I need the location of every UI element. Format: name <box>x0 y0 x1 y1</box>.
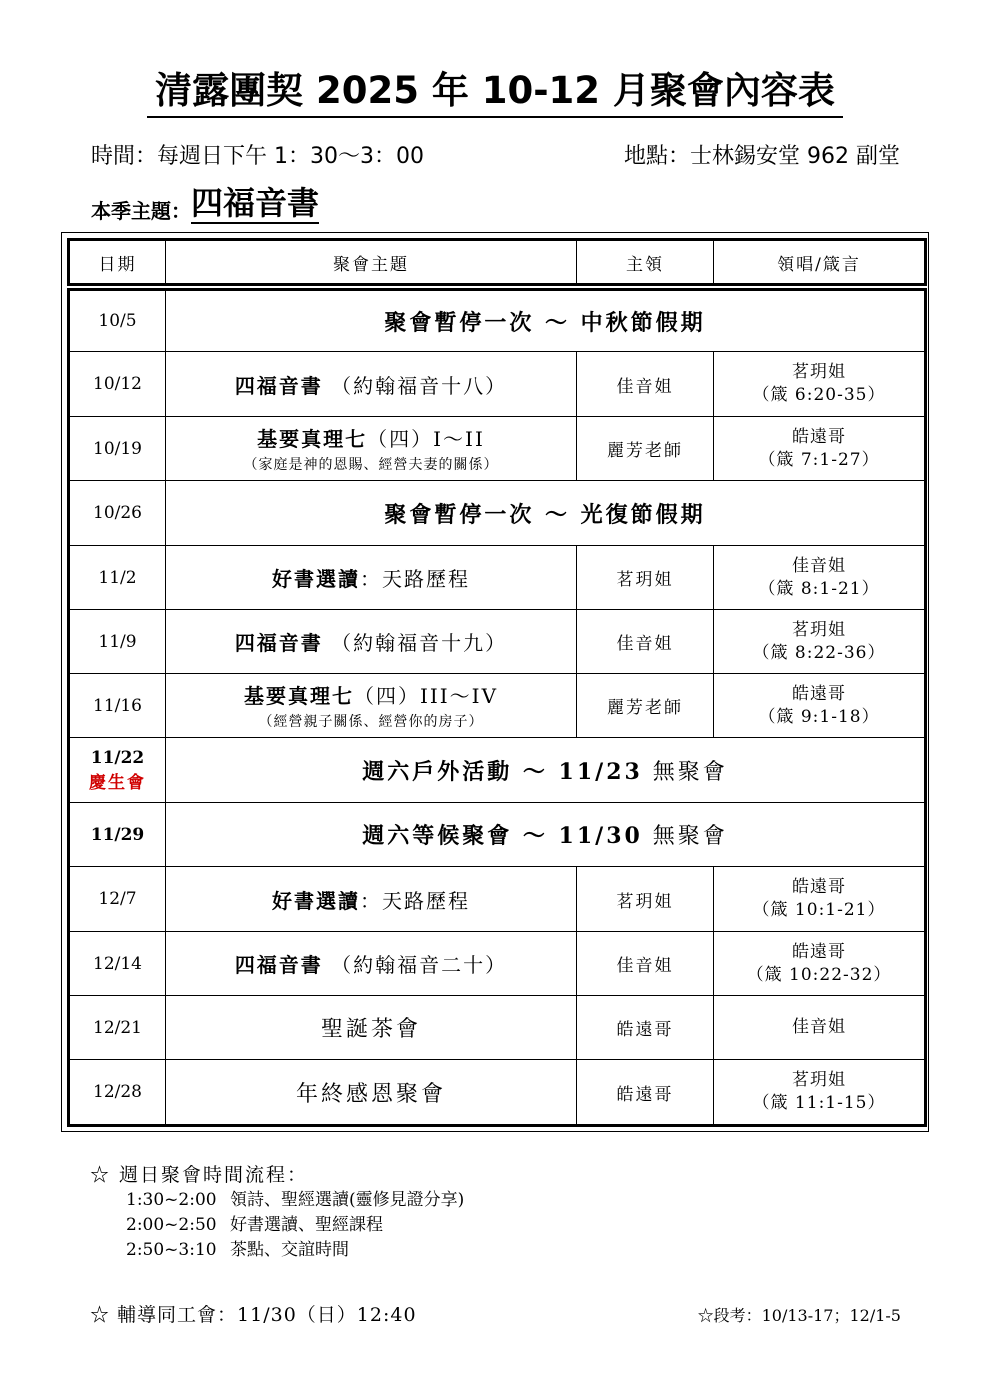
table-row <box>69 1060 926 1126</box>
lead-name: 茗玥姐 <box>616 570 674 590</box>
row-song <box>714 996 926 1060</box>
topic-detail: （約翰福音十八） <box>322 373 508 398</box>
date-text: 10/5 <box>98 311 137 331</box>
row-song <box>714 867 926 932</box>
flow-title: ☆ 週日聚會時間流程： <box>90 1164 309 1186</box>
date-text: 11/29 <box>90 824 145 845</box>
lead-name: 茗玥姐 <box>616 891 674 912</box>
notice-text: 聚會暫停一次 ～ 光復節假期 <box>384 501 706 528</box>
topic-detail: （約翰福音二十） <box>322 953 508 977</box>
row-date <box>69 738 166 803</box>
notice-text: 週六等候聚會 ～ 11/30 <box>362 823 643 849</box>
song-leader: 皓遠哥 <box>792 941 847 962</box>
topic-detail: （四）I～II <box>367 427 485 451</box>
row-date <box>69 610 166 674</box>
row-notice <box>166 738 926 803</box>
row-lead <box>577 352 714 417</box>
row-song <box>714 674 926 738</box>
row-date <box>69 674 166 738</box>
table-row <box>69 290 926 352</box>
topic-main <box>235 631 507 655</box>
date-text: 11/22 <box>90 747 145 768</box>
row-topic <box>166 674 577 738</box>
row-song <box>714 610 926 674</box>
flow-item <box>90 1188 464 1213</box>
topic-text: 年終感恩聚會 <box>295 1081 446 1107</box>
topic-title: 基要真理七 <box>257 427 368 451</box>
table-row <box>69 417 926 481</box>
lead-name: 佳音姐 <box>616 634 674 654</box>
proverb-verse: （箴 10:22-32） <box>746 964 892 985</box>
date-text: 11/2 <box>98 567 137 588</box>
row-lead <box>577 610 714 674</box>
row-lead <box>577 674 714 738</box>
theme-value: 四福音書 <box>191 184 320 222</box>
proverb-verse: （箴 8:1-21） <box>758 578 880 599</box>
table-row <box>69 352 926 417</box>
exam-note: ☆段考：10/13-17；12/1-5 <box>697 1306 901 1325</box>
song-leader: 皓遠哥 <box>792 683 847 704</box>
row-notice <box>166 481 926 546</box>
date-text: 12/14 <box>93 953 142 974</box>
row-date <box>69 803 166 867</box>
row-date <box>69 1060 166 1126</box>
notice-text: 聚會暫停一次 ～ 中秋節假期 <box>384 309 706 336</box>
meeting-time: 時間：每週日下午 1：30～3：00 <box>91 144 424 169</box>
row-date <box>69 417 166 481</box>
date-text: 11/9 <box>98 631 137 652</box>
table-row <box>69 546 926 610</box>
page-title: 清露團契 2025 年 10-12 月聚會內容表 <box>147 68 843 118</box>
row-topic <box>166 996 577 1060</box>
row-song <box>714 932 926 996</box>
row-date <box>69 290 166 352</box>
topic-detail: ：天路歷程 <box>360 567 470 591</box>
row-notice <box>166 803 926 867</box>
flow-item <box>90 1238 464 1263</box>
date-text: 12/7 <box>98 889 137 909</box>
song-leader: 茗玥姐 <box>792 362 847 382</box>
row-lead <box>577 417 714 481</box>
row-date <box>69 546 166 610</box>
song-leader: 皓遠哥 <box>792 426 847 447</box>
date-text: 11/16 <box>93 695 142 716</box>
flow-time: 1:30~2:00 <box>126 1190 217 1210</box>
row-notice <box>166 290 926 352</box>
proverb-verse: （箴 11:1-15） <box>752 1093 886 1113</box>
flow-time: 2:50~3:10 <box>126 1240 217 1260</box>
lead-name: 佳音姐 <box>616 376 674 397</box>
proverb-verse: （箴 6:20-35） <box>752 385 886 405</box>
season-theme <box>91 184 319 224</box>
table-row <box>69 481 926 546</box>
notice-rest: 無聚會 <box>642 824 728 849</box>
flow-desc: 茶點、交誼時間 <box>230 1240 349 1260</box>
topic-title: 好書選讀 <box>272 888 360 913</box>
topic-title: 四福音書 <box>234 953 323 977</box>
row-lead <box>577 932 714 996</box>
topic-text: 聖誕茶會 <box>320 1017 421 1042</box>
header-lead: 主領 <box>577 240 714 285</box>
song-leader: 佳音姐 <box>792 1017 847 1037</box>
row-date <box>69 996 166 1060</box>
topic-main <box>235 374 507 398</box>
header-topic: 聚會主題 <box>166 240 577 285</box>
notice-text: 週六戶外活動 ～ 11/23 <box>362 758 643 785</box>
row-lead <box>577 996 714 1060</box>
row-lead <box>577 1060 714 1126</box>
sunday-flow <box>90 1163 464 1263</box>
date-text: 10/26 <box>93 503 142 523</box>
flow-item <box>90 1213 464 1238</box>
row-topic <box>166 352 577 417</box>
row-topic <box>166 867 577 932</box>
table-row <box>69 610 926 674</box>
row-date <box>69 932 166 996</box>
topic-detail: ：天路歷程 <box>360 888 470 913</box>
topic-subtitle: （家庭是神的恩賜、經營夫妻的關係） <box>243 457 499 473</box>
date-text: 12/21 <box>93 1017 142 1038</box>
date-text: 10/12 <box>93 374 142 394</box>
proverb-verse: （箴 8:22-36） <box>752 642 886 663</box>
row-topic <box>166 610 577 674</box>
meeting-place: 地點：士林錫安堂 962 副堂 <box>624 144 900 169</box>
staff-meeting-note: ☆ 輔導同工會：11/30（日）12:40 <box>90 1304 417 1326</box>
topic-detail: （四）III～IV <box>353 684 499 708</box>
flow-desc: 領詩、聖經選讀(靈修見證分享) <box>230 1190 465 1210</box>
flow-time: 2:00~2:50 <box>126 1215 217 1235</box>
header-song: 領唱/箴言 <box>714 240 926 285</box>
proverb-verse: （箴 9:1-18） <box>758 706 880 727</box>
row-song <box>714 546 926 610</box>
proverb-verse: （箴 7:1-27） <box>758 449 880 470</box>
table-row <box>69 996 926 1060</box>
topic-main <box>272 889 470 913</box>
lead-name: 麗芳老師 <box>607 441 683 461</box>
row-lead <box>577 867 714 932</box>
row-song <box>714 417 926 481</box>
topic-title: 基要真理七 <box>243 684 354 708</box>
lead-name: 皓遠哥 <box>616 1020 674 1040</box>
table-row <box>69 932 926 996</box>
date-text: 12/28 <box>93 1082 142 1102</box>
schedule-table <box>67 288 927 1127</box>
table-row <box>69 867 926 932</box>
lead-name: 麗芳老師 <box>607 698 683 718</box>
song-leader: 茗玥姐 <box>792 619 847 640</box>
row-date <box>69 481 166 546</box>
row-topic <box>166 932 577 996</box>
song-leader: 佳音姐 <box>792 555 847 576</box>
schedule-header <box>67 238 927 286</box>
lead-name: 皓遠哥 <box>616 1084 674 1105</box>
date-note: 慶生會 <box>89 772 146 793</box>
table-row <box>69 803 926 867</box>
song-leader: 皓遠哥 <box>792 877 847 897</box>
row-topic <box>166 1060 577 1126</box>
song-leader: 茗玥姐 <box>792 1070 847 1090</box>
header-date: 日期 <box>69 240 166 285</box>
topic-title: 好書選讀 <box>272 567 360 591</box>
flow-desc: 好書選讀、聖經課程 <box>230 1215 383 1235</box>
row-topic <box>166 417 577 481</box>
table-row <box>69 738 926 803</box>
topic-main <box>244 684 498 708</box>
topic-detail: （約翰福音十九） <box>322 631 508 655</box>
row-song <box>714 352 926 417</box>
topic-subtitle: （經營親子關係、經營你的房子） <box>258 714 484 730</box>
topic-main <box>235 953 507 977</box>
table-row <box>69 674 926 738</box>
topic-title: 四福音書 <box>234 631 323 655</box>
date-text: 10/19 <box>93 438 142 459</box>
lead-name: 佳音姐 <box>616 956 674 976</box>
theme-label: 本季主題： <box>91 199 191 223</box>
notice-rest: 無聚會 <box>642 759 728 785</box>
topic-main <box>257 427 485 451</box>
row-song <box>714 1060 926 1126</box>
row-lead <box>577 546 714 610</box>
topic-title: 四福音書 <box>234 373 323 398</box>
row-topic <box>166 546 577 610</box>
proverb-verse: （箴 10:1-21） <box>752 900 886 920</box>
topic-main <box>272 567 470 591</box>
row-date <box>69 867 166 932</box>
row-date <box>69 352 166 417</box>
